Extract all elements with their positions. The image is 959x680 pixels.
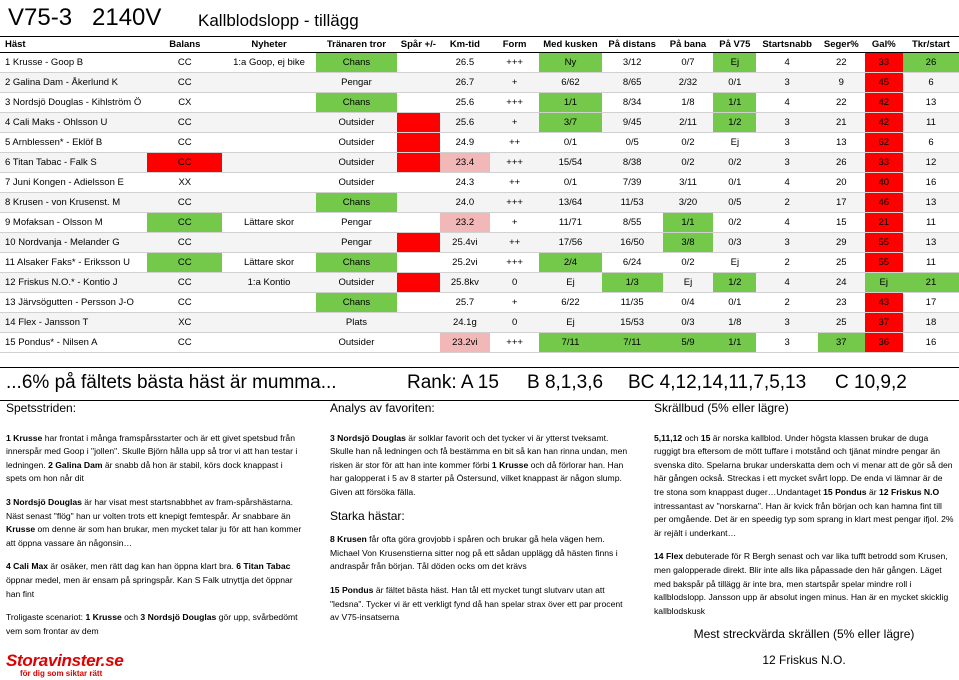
table-cell: 3/12 [602, 53, 663, 73]
table-cell: CC [147, 273, 222, 293]
table-cell: 0/2 [663, 153, 714, 173]
table-cell: 0/2 [713, 153, 756, 173]
table-cell: +++ [490, 193, 539, 213]
table-cell: +++ [490, 93, 539, 113]
table-cell: 13 Järvsögutten - Persson J-O [0, 293, 147, 313]
table-row [0, 213, 959, 233]
table-cell: 26 [818, 153, 865, 173]
paragraph: 8 Krusen får ofta göra grovjobb i spåren och brukar gå hela vägen hem. Michael Von Krusenstierna sitter nog på ett sådan upplägg då hästen finns i andraspår från början. Tål döden ocks om det krävs [330, 534, 618, 572]
column-header: Form [490, 36, 539, 53]
table-cell: 0 [490, 273, 539, 293]
table-cell: Outsider [316, 153, 397, 173]
table-cell: 16 [903, 173, 959, 193]
column-header: Häst [0, 36, 147, 53]
table-cell: 0/5 [713, 193, 756, 213]
column-header: Balans [147, 36, 222, 53]
table-cell: 46 [865, 193, 903, 213]
table-cell: 29 [818, 233, 865, 253]
most-value-horse: 12 Friskus N.O. [762, 653, 846, 667]
table-cell: 4 [756, 213, 818, 233]
table-cell: CC [147, 213, 222, 233]
table-cell: 25 [818, 313, 865, 333]
table-cell: 8 Krusen - von Krusenst. M [0, 193, 147, 213]
column-header: Startsnabb [756, 36, 818, 53]
table-cell: 9 Mofaksan - Olsson M [0, 213, 147, 233]
table-cell: 2 [756, 193, 818, 213]
table-cell: 3/11 [663, 173, 714, 193]
table-cell: Ej [539, 313, 602, 333]
table-cell: 0/2 [713, 213, 756, 233]
table-cell: 11 [903, 213, 959, 233]
table-cell: 24 [818, 273, 865, 293]
table-cell: 6 [903, 133, 959, 153]
table-cell: 11 Alsaker Faks* - Eriksson U [0, 253, 147, 273]
table-cell: 17 [903, 293, 959, 313]
table-cell: 0/7 [663, 53, 714, 73]
column-header: Tränaren tror [316, 36, 397, 53]
table-cell [397, 213, 440, 233]
title-bar [0, 0, 959, 37]
table-cell: 23.2vi [440, 333, 490, 353]
table-cell: CC [147, 133, 222, 153]
table-cell: 4 Cali Maks - Ohlsson U [0, 113, 147, 133]
column-title: Skrällbud (5% eller lägre) [654, 401, 789, 415]
table-cell: 3 [756, 153, 818, 173]
table-cell: 12 Friskus N.O.* - Kontio J [0, 273, 147, 293]
table-cell: CC [147, 253, 222, 273]
table-cell: 10 Nordvanja - Melander G [0, 233, 147, 253]
table-cell: Ej [539, 273, 602, 293]
table-cell: 13 [903, 93, 959, 113]
rank-bc: BC 4,12,14,11,7,5,13 [628, 372, 807, 393]
table-cell: 0/1 [539, 173, 602, 193]
table-cell: 2 [756, 293, 818, 313]
table-cell: 7/39 [602, 173, 663, 193]
paragraph: 3 Nordsjö Douglas är solklar favorit och det tycker vi är ytterst tveksamt. Skulle han nå ledningen och få bestämma en bit så kan han rinna undan, men risken är stor för att han inte kommer förbi 1 Krusse och då förlorar han. Han har galopperat i 5 av 8 starter på Östersund, vilket knappast är någon slump. Given att försöka fälla. [330, 432, 628, 497]
table-cell [222, 313, 316, 333]
table-cell: Plats [316, 313, 397, 333]
table-cell: 1/1 [539, 93, 602, 113]
table-cell: 8/55 [602, 213, 663, 233]
table-cell: 1:a Kontio [222, 273, 316, 293]
table-row [0, 73, 959, 93]
table-cell: 0/3 [663, 313, 714, 333]
column-header: Gal% [865, 36, 903, 53]
table-cell: 3 Nordsjö Douglas - Kihlström Ö [0, 93, 147, 113]
table-cell: 15/54 [539, 153, 602, 173]
table-cell: + [490, 293, 539, 313]
table-cell: 11/53 [602, 193, 663, 213]
table-cell: CC [147, 53, 222, 73]
table-cell: 2 [756, 253, 818, 273]
table-cell: Lättare skor [222, 253, 316, 273]
table-row [0, 113, 959, 133]
table-cell: 4 [756, 273, 818, 293]
table-cell: 2 Galina Dam - Åkerlund K [0, 73, 147, 93]
table-cell [222, 193, 316, 213]
table-cell [222, 233, 316, 253]
paragraph: 14 Flex debuterade för R Bergh senast och var lika tufft betrodd som Krusen, men galopperade direkt. Blir inte alls lika påpassade den här gången. Läget med bakspår på tillägg är inte bra, men startspår spelar mindre roll i kallblodslopp. Jansson upp är absolut ingen minus. Han är en mycket skicklig kallblodskusk [654, 551, 949, 616]
table-cell: 4 [756, 173, 818, 193]
table-cell: 3/8 [663, 233, 714, 253]
paragraph: 1 Krusse har frontat i många framspårsstarter och är ett givet spetsbud från innerspår med Goop i "jollen". Skulle Björn hålla upp så tror vi att han testar i ledningen. 2 Galina Dam är snabb då hon är stabil, körs dock knappast i spets om hon når dit [6, 432, 298, 484]
table-cell: 55 [865, 233, 903, 253]
table-cell: Outsider [316, 333, 397, 353]
table-cell [397, 233, 440, 253]
race-code: V75-3 [8, 4, 73, 31]
table-cell: 25.6 [440, 113, 490, 133]
table-cell: 25.8kv [440, 273, 490, 293]
table-header-row [0, 36, 959, 53]
column-header: På bana [663, 36, 714, 53]
table-cell: 17 [818, 193, 865, 213]
paragraph: Troligaste scenariot: 1 Krusse och 3 Nordsjö Douglas gör upp, svårbedömt vem som frontar av dem [6, 612, 298, 636]
paragraph: 15 Pondus är fältet bästa häst. Han tål ett mycket tungt slutvarv utan att "ledsna". Tycker vi är ett verkligt fynd då han spelar strax över ett par procent av V75-insatserna [330, 584, 623, 623]
table-cell: 3 [756, 73, 818, 93]
table-cell: 0/5 [602, 133, 663, 153]
table-cell: Outsider [316, 133, 397, 153]
table-cell: +++ [490, 53, 539, 73]
table-cell: 33 [865, 153, 903, 173]
headline: ...6% på fältets bästa häst är mumma... [6, 372, 337, 393]
table-row [0, 293, 959, 313]
table-cell: 4 [756, 93, 818, 113]
table-cell: 0/2 [663, 253, 714, 273]
table-cell: 24.3 [440, 173, 490, 193]
table-cell: + [490, 213, 539, 233]
table-cell [397, 53, 440, 73]
table-cell: 36 [865, 333, 903, 353]
table-cell: Outsider [316, 113, 397, 133]
table-cell: 1/8 [663, 93, 714, 113]
table-row [0, 173, 959, 193]
table-cell: 25 [818, 253, 865, 273]
table-cell: 18 [903, 313, 959, 333]
race-time: 2140V [92, 4, 162, 31]
table-cell: 8/34 [602, 93, 663, 113]
table-cell: 0/1 [539, 133, 602, 153]
table-cell: 7/11 [539, 333, 602, 353]
table-cell: 3 [756, 313, 818, 333]
table-cell: 0 [490, 313, 539, 333]
table-cell: Pengar [316, 213, 397, 233]
table-cell: ++ [490, 173, 539, 193]
table-cell: 55 [865, 253, 903, 273]
table-cell: 6/22 [539, 293, 602, 313]
table-cell: 7 Juni Kongen - Adielsson E [0, 173, 147, 193]
table-cell: 26 [903, 53, 959, 73]
table-cell: 8/65 [602, 73, 663, 93]
table-cell [397, 73, 440, 93]
table-cell: CX [147, 93, 222, 113]
table-cell: Chans [316, 93, 397, 113]
table-cell: 23.4 [440, 153, 490, 173]
column-header: Km-tid [440, 36, 490, 53]
table-cell [222, 333, 316, 353]
column-header: Spår +/- [397, 36, 440, 53]
table-cell: 0/4 [663, 293, 714, 313]
spetsstriden-column [6, 402, 304, 648]
skrallbud-column [654, 402, 954, 628]
table-cell: 16/50 [602, 233, 663, 253]
table-cell: 0/1 [713, 293, 756, 313]
table-cell: +++ [490, 153, 539, 173]
table-cell: 21 [818, 113, 865, 133]
column-title: Spetsstriden: [6, 401, 77, 415]
column-header: På distans [602, 36, 663, 53]
table-cell: 3 [756, 233, 818, 253]
table-cell [222, 293, 316, 313]
table-cell: ++ [490, 233, 539, 253]
rank-a: Rank: A 15 [407, 372, 499, 393]
table-cell: Lättare skor [222, 213, 316, 233]
table-cell: 20 [818, 173, 865, 193]
paragraph: 5,11,12 och 15 är norska kallblod. Under högsta klassen brukar de duga ruggigt bra eftersom de mött tuffare i motstånd och tjänat mindre pengar än svenska dito. Spelarna brukar underskatta dem och vi menar att de gör så den här gången också. Streckas i ett mycket svårt lopp. De enda vi lämnar är de tre stona som knappast duger…Undantaget 15 Pondus är 12 Friskus N.O intressantast av "norskarna". Han är kvick från början och kan hamna fint till per omgående. Det är en speedig typ som sprang in klart mest pengar ifjol. 2% är rejält i underkant… [654, 432, 954, 538]
table-cell [222, 113, 316, 133]
table-cell [397, 313, 440, 333]
table-cell: Ej [713, 133, 756, 153]
table-cell: 13 [818, 133, 865, 153]
table-cell: 62 [865, 133, 903, 153]
table-cell: 0/3 [713, 233, 756, 253]
rank-band [0, 367, 959, 401]
table-cell: 17/56 [539, 233, 602, 253]
table-cell: 25.2vi [440, 253, 490, 273]
table-cell: Chans [316, 253, 397, 273]
table-cell: 6/62 [539, 73, 602, 93]
table-cell [397, 273, 440, 293]
table-cell: 2/11 [663, 113, 714, 133]
table-cell: CC [147, 73, 222, 93]
table-row [0, 153, 959, 173]
table-cell: Chans [316, 53, 397, 73]
table-cell: 6 Titan Tabac - Falk S [0, 153, 147, 173]
table-cell: XC [147, 313, 222, 333]
table-cell: 4 [756, 53, 818, 73]
table-cell: 9 [818, 73, 865, 93]
logo-text: Storavinster.se [6, 651, 124, 670]
table-cell: 7/11 [602, 333, 663, 353]
table-cell: 1/8 [713, 313, 756, 333]
table-cell: Ny [539, 53, 602, 73]
table-cell: 15/53 [602, 313, 663, 333]
rank-b: B 8,1,3,6 [527, 372, 604, 393]
column-header: På V75 [713, 36, 756, 53]
table-cell: 23 [818, 293, 865, 313]
table-cell: ++ [490, 133, 539, 153]
table-cell: Ej [865, 273, 903, 293]
table-cell: 5 Arnblessen* - Eklöf B [0, 133, 147, 153]
table-row [0, 253, 959, 273]
table-cell: Chans [316, 293, 397, 313]
table-cell: Pengar [316, 73, 397, 93]
column-header: Seger% [818, 36, 865, 53]
race-title: Kallblodslopp - tillägg [198, 11, 359, 30]
table-cell: 24.0 [440, 193, 490, 213]
table-cell: 8/38 [602, 153, 663, 173]
table-cell: 43 [865, 293, 903, 313]
table-cell: 33 [865, 53, 903, 73]
table-cell: 42 [865, 93, 903, 113]
table-cell: 13 [903, 233, 959, 253]
table-cell: 3/20 [663, 193, 714, 213]
table-row [0, 53, 959, 73]
table-cell [222, 93, 316, 113]
table-cell: 1/2 [713, 273, 756, 293]
table-cell: Ej [663, 273, 714, 293]
table-cell: CC [147, 293, 222, 313]
table-cell: 42 [865, 113, 903, 133]
table-cell: Outsider [316, 173, 397, 193]
table-cell: 6/24 [602, 253, 663, 273]
table-cell: 15 [818, 213, 865, 233]
table-cell: 0/1 [713, 173, 756, 193]
table-cell: 11 [903, 253, 959, 273]
table-row [0, 133, 959, 153]
table-cell: Ej [713, 53, 756, 73]
table-cell: 16 [903, 333, 959, 353]
table-cell: 22 [818, 93, 865, 113]
table-cell: 0/2 [663, 133, 714, 153]
table-cell: 40 [865, 173, 903, 193]
table-cell: 25.4vi [440, 233, 490, 253]
section-title: Starka hästar: [330, 508, 405, 523]
table-cell: 1/1 [663, 213, 714, 233]
table-row [0, 93, 959, 113]
table-cell [222, 153, 316, 173]
table-cell: 26.7 [440, 73, 490, 93]
table-cell: 1 Krusse - Goop B [0, 53, 147, 73]
column-header: Nyheter [222, 36, 316, 53]
table-cell: 12 [903, 153, 959, 173]
table-cell: 2/4 [539, 253, 602, 273]
table-cell [397, 93, 440, 113]
table-cell: Chans [316, 193, 397, 213]
table-cell: CC [147, 153, 222, 173]
table-cell: XX [147, 173, 222, 193]
storavinster-logo[interactable] [6, 652, 126, 680]
table-cell: 1/1 [713, 93, 756, 113]
table-cell: 5/9 [663, 333, 714, 353]
paragraph: 4 Cali Max är osäker, men rätt dag kan han öppna klart bra. 6 Titan Tabac öppnar medel, men är ensam på springspår. Kan S Falk utnyttja det öppnar han fint [6, 561, 293, 599]
table-cell: + [490, 113, 539, 133]
table-cell [397, 113, 440, 133]
table-cell [397, 153, 440, 173]
table-cell: 25.6 [440, 93, 490, 113]
table-cell: 13/64 [539, 193, 602, 213]
table-cell: 3 [756, 133, 818, 153]
table-cell: 3 [756, 333, 818, 353]
table-row [0, 273, 959, 293]
paragraph: 3 Nordsjö Douglas är har visat mest startsnabbhet av fram-spårshästarna. Näst senast "flög" han ur volten trots ett knepigt femtespår. Är snabbare än Krusse om denne är som han brukar, men mycket talar ju för att han kommer att öppna vassare än någonsin… [6, 496, 302, 548]
horse-table [0, 36, 959, 353]
table-cell: 11/35 [602, 293, 663, 313]
table-cell: 21 [903, 273, 959, 293]
most-value-title: Mest streckvärda skrällen (5% eller lägre) [693, 627, 915, 641]
table-cell: 3/7 [539, 113, 602, 133]
table-cell: + [490, 73, 539, 93]
table-cell: 37 [818, 333, 865, 353]
table-cell: 11/71 [539, 213, 602, 233]
table-row [0, 233, 959, 253]
table-cell: 45 [865, 73, 903, 93]
table-cell: +++ [490, 253, 539, 273]
table-cell: 1/2 [713, 113, 756, 133]
table-cell: +++ [490, 333, 539, 353]
table-cell [222, 133, 316, 153]
table-cell [397, 333, 440, 353]
table-cell: 6 [903, 73, 959, 93]
table-cell: 3 [756, 113, 818, 133]
table-cell: CC [147, 333, 222, 353]
table-cell: Ej [713, 253, 756, 273]
table-cell: 37 [865, 313, 903, 333]
table-cell: 1/3 [602, 273, 663, 293]
table-cell: 13 [903, 193, 959, 213]
table-cell: Outsider [316, 273, 397, 293]
table-cell: 24.1g [440, 313, 490, 333]
table-cell: 11 [903, 113, 959, 133]
table-row [0, 313, 959, 333]
column-header: Tkr/start [903, 36, 959, 53]
table-cell: 24.9 [440, 133, 490, 153]
table-cell: 1:a Goop, ej bike [222, 53, 316, 73]
table-cell: 22 [818, 53, 865, 73]
table-cell: CC [147, 233, 222, 253]
table-cell: 1/1 [713, 333, 756, 353]
table-cell [222, 73, 316, 93]
table-cell [397, 193, 440, 213]
table-cell: 25.7 [440, 293, 490, 313]
table-row [0, 333, 959, 353]
column-header: Med kusken [539, 36, 602, 53]
column-title: Analys av favoriten: [330, 401, 435, 415]
favorit-column [330, 402, 630, 635]
table-cell: 9/45 [602, 113, 663, 133]
table-cell: Pengar [316, 233, 397, 253]
table-cell: 23.2 [440, 213, 490, 233]
table-cell: 2/32 [663, 73, 714, 93]
table-cell [397, 253, 440, 273]
table-cell: 0/1 [713, 73, 756, 93]
table-cell [222, 173, 316, 193]
table-cell: 14 Flex - Jansson T [0, 313, 147, 333]
table-cell [397, 133, 440, 153]
table-row [0, 193, 959, 213]
table-cell: CC [147, 193, 222, 213]
table-cell: 21 [865, 213, 903, 233]
logo-tagline: för dig som siktar rätt [20, 669, 103, 678]
table-cell [397, 173, 440, 193]
table-cell: 26.5 [440, 53, 490, 73]
table-cell: CC [147, 113, 222, 133]
rank-c: C 10,9,2 [835, 372, 907, 393]
table-cell: 15 Pondus* - Nilsen A [0, 333, 147, 353]
table-cell [397, 293, 440, 313]
